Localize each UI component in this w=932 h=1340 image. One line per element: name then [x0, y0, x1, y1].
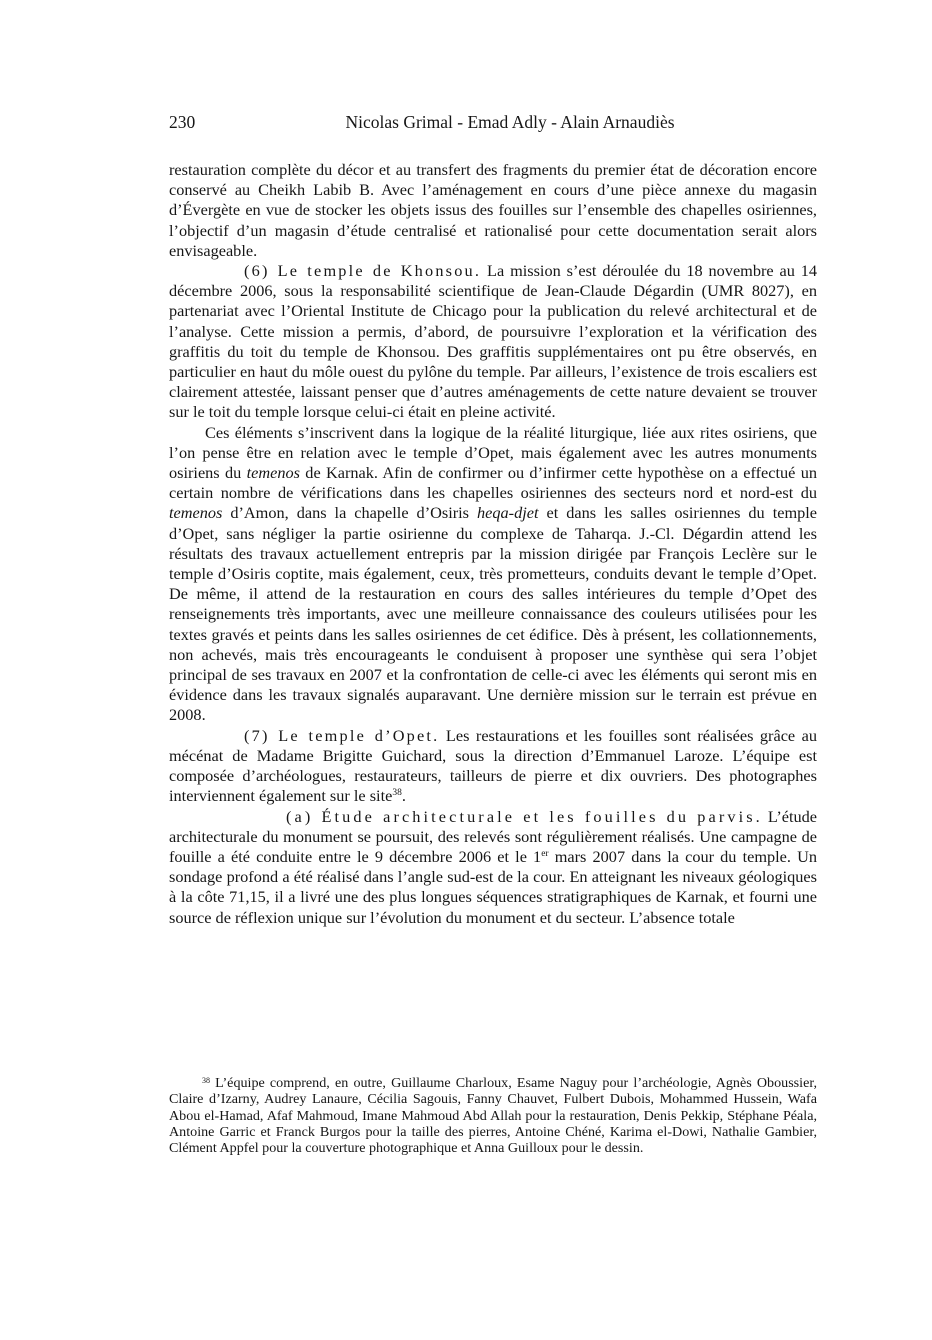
footnote-38: $^{38}$ L’équipe comprend, en outre, Guillaume Charloux, Esame Naguy pour l’archéologie, Agnès Oboussier, Claire d’Izarny, Audrey Lanaure, Cécilia Sagouis, Fanny Chauvet, Fulbert Dubois, Mohammed Hussein, Wafa Abou el-Hamad, Afaf Mahmoud, Imane Mahmoud Abd Allah pour la restauration, Denis Pekkip, Stéphane Péala, Antoine Garric et Franck Burgos pour la taille des pierres, Antoine Chéné, Karima el-Dowi, Nathalie Gambier, Clément Appfel pour la couverture photographique et Anna Guilloux pour le dessin. [169, 1075, 817, 1157]
paragraph-3: Ces éléments s’inscrivent dans la logique de la réalité liturgique, liée aux rites osiriens, que l’on pense être en relation avec le temple d’Opet, mais également avec les autres monuments osiriens du temenos de Karnak. Afin de confirmer ou d’infirmer cette hypothèse on a effectué un certain nombre de vérifications dans les chapelles osiriennes des secteurs nord et nord-est du temenos d’Amon, dans la chapelle d’Osiris heqa-djet et dans les salles osiriennes du temple d’Opet, sans négliger la partie osirienne du complexe de Taharqa. J.-Cl. Dégardin attend les résultats des travaux actuellement entrepris par la mission dirigée par François Leclère sur le temple d’Osiris coptite, mais également, ceux, très prometteurs, conduits devant le temple d’Opet. De même, il attend de la restauration en cours des salles intérieures du temple d’Opet des renseignements très importants, avec une meilleure connaissance des couleurs utilisées pour les textes gravés et peints dans les salles osiriennes de cet édifice. Dès à présent, les collationnements, non achevés, mais très encourageants le conduisent à proposer une synthèse qui sera l’objet principal de ses travaux en 2007 et la confrontation de celle-ci avec les éléments qui seront mis en évidence dans les travaux signalés auparavant. Une dernière mission sur le terrain est prévue en 2008. [169, 422, 818, 725]
footnote [169, 1075, 817, 1156]
paragraph-1: restauration complète du décor et au transfert des fragments du premier état de décoration encore conservé au Cheikh Labib B. Avec l’aménagement en cours d’une pièce annexe du magasin d’Évergète en vue de stocker les objets issus des fouilles sur l’ensemble des chapelles osiriennes, l’objectif d’un magasin d’étude centralisé et rationalisé pour cette documentation serait alors envisageable. [169, 160, 817, 260]
running-header [169, 112, 817, 136]
section-6-khonsou: (6) Le temple de Khonsou. La mission s’est déroulée du 18 novembre au 14 décembre 2006, sous la responsabilité scientifique de Jean-Claude Dégardin (UMR 8027), en partenariat avec l’Oriental Institute de Chicago pour la publication du relevé architectural et de l’analyse. Cette mission a permis, d’abord, de poursuivre l’exploration et la vérification des graffitis du toit du temple de Khonsou. Des graffitis supplémentaires ont pu être observés, en particulier en haut du môle ouest du pylône du temple. Par ailleurs, l’existence de trois escaliers est clairement attestée, laissant penser que d’autres aménagements de cette nature devaient se trouver sur le toit du temple lorsque celui-ci était en pleine activité. [169, 261, 818, 422]
running-title: Nicolas Grimal - Emad Adly - Alain Arnaudiès [345, 112, 675, 132]
page-number: 230 [169, 112, 196, 132]
footnote-number: 38 [202, 1076, 210, 1085]
section-heading: (6) Le temple de Khonsou. [244, 261, 482, 281]
subsection-a: (a) Étude architecturale et les fouilles du parvis. L’étude architecturale du monument se poursuit, des relevés sont régulièrement réalisés. Une campagne de fouille a été conduite entre le 9 décembre 2006 et le 1er mars 2007 dans la cour du temple. Un sondage profond a été réalisé dans l’angle sud-est de la cour. En atteignant les niveaux géologiques à la côte 71,15, il a livré une des plus longues séquences stratigraphiques de Karnak, et fourni une source de réflexion unique sur l’évolution du monument et du secteur. L’absence totale [169, 806, 817, 927]
body-text [169, 160, 817, 928]
subsection-heading: (a) Étude architecturale et les fouilles du parvis. [286, 806, 763, 826]
section-heading: (7) Le temple d’Opet. [244, 725, 440, 745]
footnote-ref[interactable]: 38 [392, 788, 402, 799]
section-7-opet: (7) Le temple d’Opet. Les restaurations et les fouilles sont réalisées grâce au mécénat de Madame Brigitte Guichard, sous la direction d’Emmanuel Laroze. L’équipe est composée d’archéologues, restaurateurs, tailleurs de pierre et dix ouvriers. Des photographes interviennent également sur le site$^{38}$. [169, 725, 818, 806]
